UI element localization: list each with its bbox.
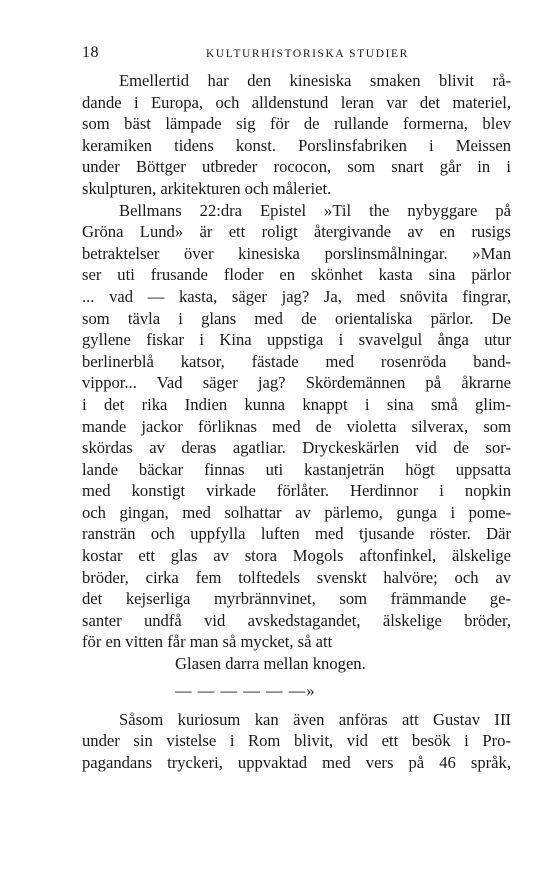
text-line: gyllene fiskar i Kina uppstiga i svavelgul ånga utur [82, 330, 511, 350]
text-line: för en vitten får man så mycket, så att [82, 632, 333, 652]
text-line: dande i Europa, och alldenstund leran var det materiel, [82, 92, 511, 112]
page-number: 18 [82, 44, 99, 61]
text-line: betraktelser över kinesiska porslinsmålningar. »Man [82, 243, 511, 263]
text-line: som bäst lämpade sig för de rullande formerna, blev [82, 114, 511, 134]
text-line: Såsom kuriosum kan även anföras att Gustav III [119, 709, 511, 729]
text-line: Emellertid har den kinesiska smaken blivit rå- [119, 71, 511, 90]
text-line: santer undfå vid avskedstagandet, älskelige bröder, [82, 610, 511, 630]
paragraph-1 [82, 70, 511, 200]
text-line: kostar ett glas av stora Mogols aftonfinkel, älskelige [82, 546, 511, 566]
text-line: som tävla i glans med de orientaliska pärlor. De [82, 308, 511, 328]
body-text [82, 70, 511, 773]
page-header [82, 44, 512, 66]
text-line: bröder, cirka fem tolftedels svenskt halvöre; och av [82, 567, 511, 587]
verse-dashes: — — — — — —» [175, 680, 316, 700]
text-line: under Böttger utbreder rococon, som snart går in i [82, 157, 511, 177]
text-line: och gingan, med solhattar av pärlemo, gunga i pome- [82, 502, 511, 522]
paragraph-3 [82, 709, 511, 774]
text-line: under sin vistelse i Rom blivit, vid ett besök i Pro- [82, 731, 511, 751]
text-line: ransträn och uppfylla luften med tjusande röster. Där [82, 524, 511, 544]
text-line: med konstigt virkade förlåter. Herdinnor i nopkin [82, 481, 511, 501]
text-line: i det rika Indien kunna knappt i sina små glim- [82, 394, 511, 414]
text-line: skulpturen, arkitekturen och måleriet. [82, 178, 332, 198]
verse-line: Glasen darra mellan knogen. [175, 654, 366, 674]
paragraph-2 [82, 200, 511, 653]
text-line: Bellmans 22:dra Epistel »Til the nybyggare på [119, 200, 511, 220]
text-line: pagandans tryckeri, uppvaktad med vers på 46 språk, [82, 752, 511, 772]
text-line: ... vad — kasta, säger jag? Ja, med snövita fingrar, [82, 286, 511, 306]
text-line: keramiken tidens konst. Porslinsfabriken i Meissen [82, 135, 511, 155]
text-line: Gröna Lund» är ett roligt återgivande av en rusigs [82, 222, 511, 242]
running-head: KULTURHISTORISKA STUDIER [206, 48, 409, 60]
text-line: ser uti frusande floder en skönhet kasta sina pärlor [82, 265, 511, 285]
text-line: skördas av deras agatliar. Dryckeskärlen vid de sor- [82, 438, 511, 458]
text-line: det kejserliga myrbrännvinet, som främmande ge- [82, 589, 511, 609]
text-line: berlinerblå katsor, fästade med rosenröda band- [82, 351, 511, 371]
text-line: vippor... Vad säger jag? Skördemännen på åkrarne [82, 373, 511, 393]
text-line: lande bäckar finnas uti kastanjeträn högt uppsatta [82, 459, 511, 479]
text-line: mande jackor förliknas med de violetta silverax, som [82, 416, 511, 436]
